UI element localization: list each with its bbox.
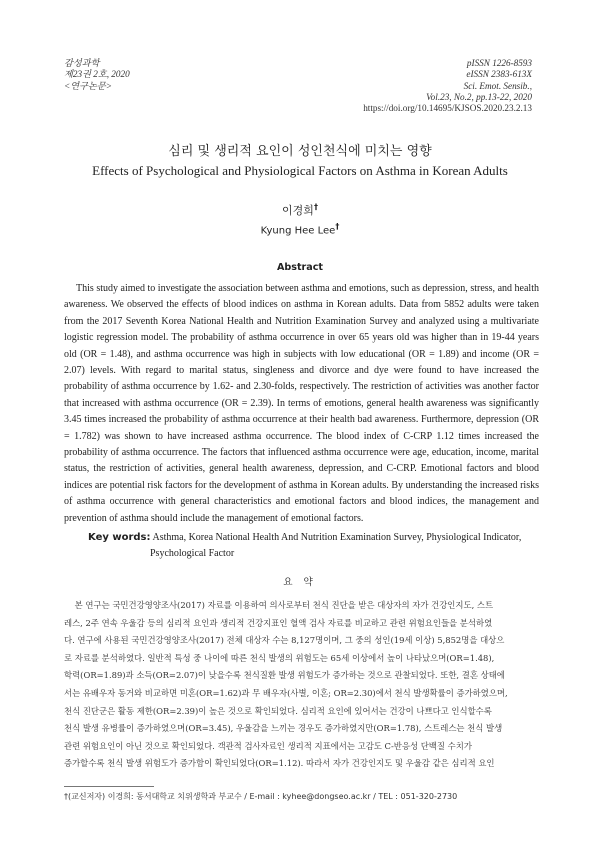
- dagger-mark: †: [313, 202, 318, 212]
- doi-link[interactable]: https://doi.org/10.14695/KJSOS.2020.23.2.13: [363, 103, 532, 114]
- korean-abstract-line: 다. 연구에 사용된 국민건강영양조사(2017) 전체 대상자 수는 8,127명이며, 그 중의 성인(19세 이상) 5,852명을 대상으: [64, 635, 505, 646]
- journal-abbrev: Sci. Emot. Sensib.,: [463, 80, 532, 91]
- korean-abstract-line: 증가할수록 천식 발생 위험도가 증가함이 확인되었다(OR=1.12). 따라서 자가 건강인지도 및 우울감 같은 심리적 요인: [64, 758, 495, 769]
- keywords-label: Key words:: [88, 532, 151, 543]
- author-korean: [0, 202, 600, 218]
- korean-abstract-line: 천식 발생 유병률이 증가하였으며(OR=3.45), 우울감을 느끼는 경우도 증가하였지만(OR=1.78), 스트레스는 천식 발생: [64, 723, 503, 734]
- journal-header-left: [64, 58, 130, 92]
- author-english-name: Kyung Hee Lee: [260, 225, 336, 237]
- journal-name: 감성과학: [64, 58, 100, 68]
- journal-volume: 제23권 2호, 2020: [64, 69, 130, 80]
- dagger-mark-en: †: [335, 222, 340, 231]
- pissn: pISSN 1226-8593: [466, 58, 532, 68]
- volume-pages: Vol.23, No.2, pp.13-22, 2020: [426, 91, 532, 102]
- korean-abstract-line: 서는 유배우자 동거와 비교하면 미혼(OR=1.62)과 무 배우자(사별, 이혼; OR=2.30)에서 천식 발생확률이 증가하였으며,: [64, 687, 508, 698]
- journal-header-right: [363, 58, 532, 114]
- article-type: <연구논문>: [64, 80, 112, 91]
- korean-abstract-line: 학력(OR=1.89)과 소득(OR=2.07)이 낮을수록 천식질환 발생 위험도가 증가하는 것으로 관찰되었다. 또한, 결혼 상태에: [64, 670, 505, 681]
- eissn: eISSN 2383-613X: [466, 69, 532, 80]
- corresponding-author-footnote: †(교신저자) 이경희: 동서대학교 치위생학과 부교수 / E-mail : kyhee@dongseo.ac.kr / TEL : 051-320-2730: [64, 792, 458, 801]
- korean-abstract-body: [64, 597, 539, 773]
- author-english: [0, 222, 600, 236]
- korean-abstract-line: 레스, 2주 연속 우울감 등의 심리적 요인과 생리적 건강지표인 혈액 검사 자료를 비교하고 관련 위험요인들을 분석하였: [64, 617, 493, 628]
- abstract-text: This study aimed to investigate the association between asthma and emotions, such as depression, stress, and health awareness. We observed the effects of blood indices on asthma in Korean adults. Data from 5852 adults were taken from the 2017 Seventh Korea National Health and Nutrition Examination Survey and analyzed using a multivariate logistic regression model. The probability of asthma occurrence in over 65 years old was higher than in 19-44 years old (OR = 1.48), and asthma occurrence was high in subjects with low educational (OR = 1.89) and income (OR = 2.07) levels. With regard to marital status, singleness and divorce and dye were found to have increased the probability of asthma occurrence by 1.62- and 2.30-folds, respectively. The restriction of activities was another factor that increased with asthma occurrence (OR = 2.39). In terms of emotions, general health awareness was significantly 3.45 times increased the probability of asthma occurrence at their health bad awareness. Furthermore, depression (OR = 1.782) was shown to have increased asthma occurrence. The blood index of C-CRP 1.12 times increased the probability of asthma occurrence. The factors that influenced asthma occurrence were age, education, income, marital status, the restriction of activities, general health awareness, depression, and C-CRP. Emotional factors and blood indices are potential risk factors for the development of asthma in Korean adults. By understanding the increased risks of asthma occurrence with general characteristics and emotional factors and blood indices, the management and prevention of asthma should include the management of emotional factors.: [64, 283, 539, 524]
- title-korean: 심리 및 생리적 요인이 성인천식에 미치는 영향: [168, 144, 432, 159]
- author-korean-name: 이경희: [282, 204, 314, 217]
- korean-abstract-line: 천식 진단군은 활동 제한(OR=2.39)이 높은 것으로 확인되었다. 심리적 요인에 있어서는 건강이 나쁘다고 인식할수록: [64, 705, 492, 716]
- korean-abstract-line: 본 연구는 국민건강영양조사(2017) 자료를 이용하여 의사로부터 천식 진단을 받은 대상자의 자가 건강인지도, 스트: [64, 600, 494, 610]
- abstract-heading: Abstract: [276, 262, 324, 273]
- korean-abstract-line: 관련 위험요인이 아닌 것으로 확인되었다. 객관적 검사자료인 생리적 지표에서는 고감도 C-반응성 단백질 수치가: [64, 740, 472, 751]
- korean-abstract-line: 로 자료를 분석하였다. 일반적 특성 중 나이에 따른 천식 발생의 위험도는 65세 이상에서 높이 나타났으며(OR=1.48),: [64, 652, 495, 663]
- korean-abstract-heading: 요 약: [283, 577, 317, 588]
- title-english: Effects of Psychological and Physiological Factors on Asthma in Korean Adults: [92, 163, 508, 178]
- keywords-line-2: Psychological Factor: [150, 548, 235, 559]
- abstract-body: [64, 281, 539, 527]
- footnote-divider: [64, 786, 154, 787]
- keywords: [88, 530, 558, 562]
- keywords-line-1: Asthma, Korea National Health And Nutrition Examination Survey, Physiological Indicator,: [152, 532, 522, 543]
